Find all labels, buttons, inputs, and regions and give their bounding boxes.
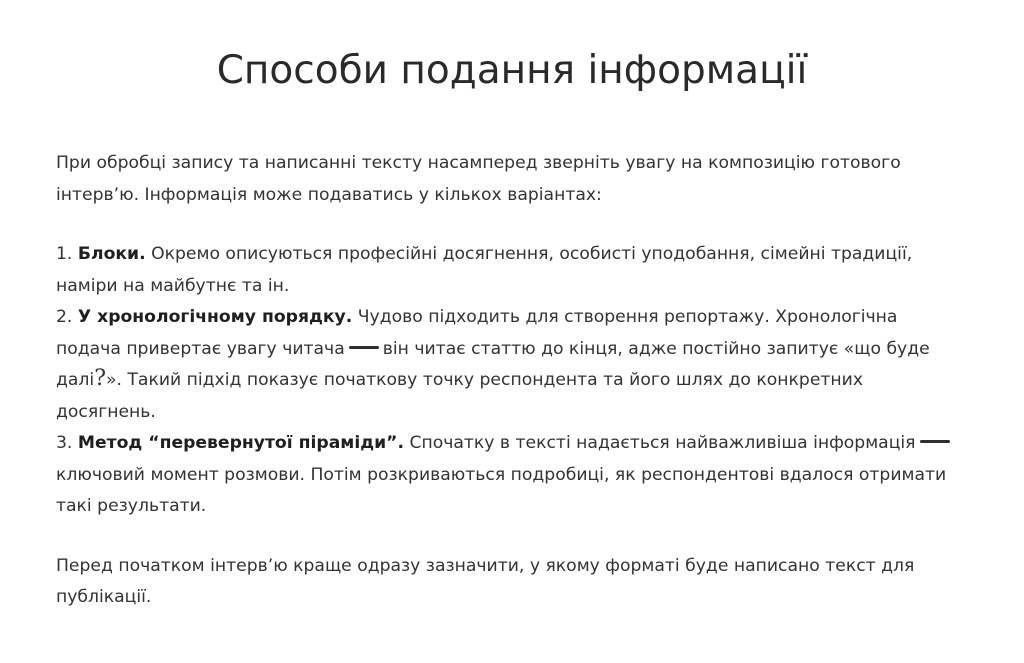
item-text-part1: Чудово підходить для створення репортажу. Хронологічна подача привертає увагу читача	[56, 307, 898, 359]
question-mark-icon: ?	[94, 366, 106, 391]
item-number: 1.	[56, 244, 73, 264]
item-text-part2: ключовий момент розмови. Потім розкриваються подробиці, як респондентові вдалося отримати такі результати.	[56, 464, 947, 516]
item-heading: Блоки.	[77, 244, 146, 264]
list-item-inverted-pyramid	[56, 428, 966, 523]
intro-paragraph: При обробці запису та написанні тексту насамперед зверніть увагу на композицію готового інтерв’ю. Інформація може подаватись у кількох варіантах:	[56, 153, 901, 205]
dash-icon	[349, 346, 379, 349]
item-text-part1: Спочатку в тексті надається найважливіша інформація	[409, 433, 916, 453]
item-text-part2: він читає статтю до кінця, адже постійно запитує «що буде далі	[56, 338, 930, 390]
item-text-part3: ». Такий підхід показує початкову точку респондента та його шлях до конкретних досягнень.	[56, 370, 863, 422]
item-heading: Метод “перевернутої піраміди”.	[77, 433, 404, 453]
item-text: Окремо описуються професійні досягнення, особисті уподобання, сімейні традиції, наміри на майбутнє та ін.	[56, 244, 913, 296]
dash-icon	[920, 440, 950, 443]
item-number: 2.	[56, 307, 73, 327]
page-title: Способи подання інформації	[216, 48, 808, 93]
list-item-chronological	[56, 302, 966, 428]
item-number: 3.	[56, 433, 73, 453]
article-body	[56, 148, 966, 614]
item-heading: У хронологічному порядку.	[77, 307, 353, 327]
closing-paragraph: Перед початком інтерв’ю краще одразу зазначити, у якому форматі буде написано текст для публікації.	[56, 555, 915, 607]
list-item-blocks	[56, 239, 966, 302]
